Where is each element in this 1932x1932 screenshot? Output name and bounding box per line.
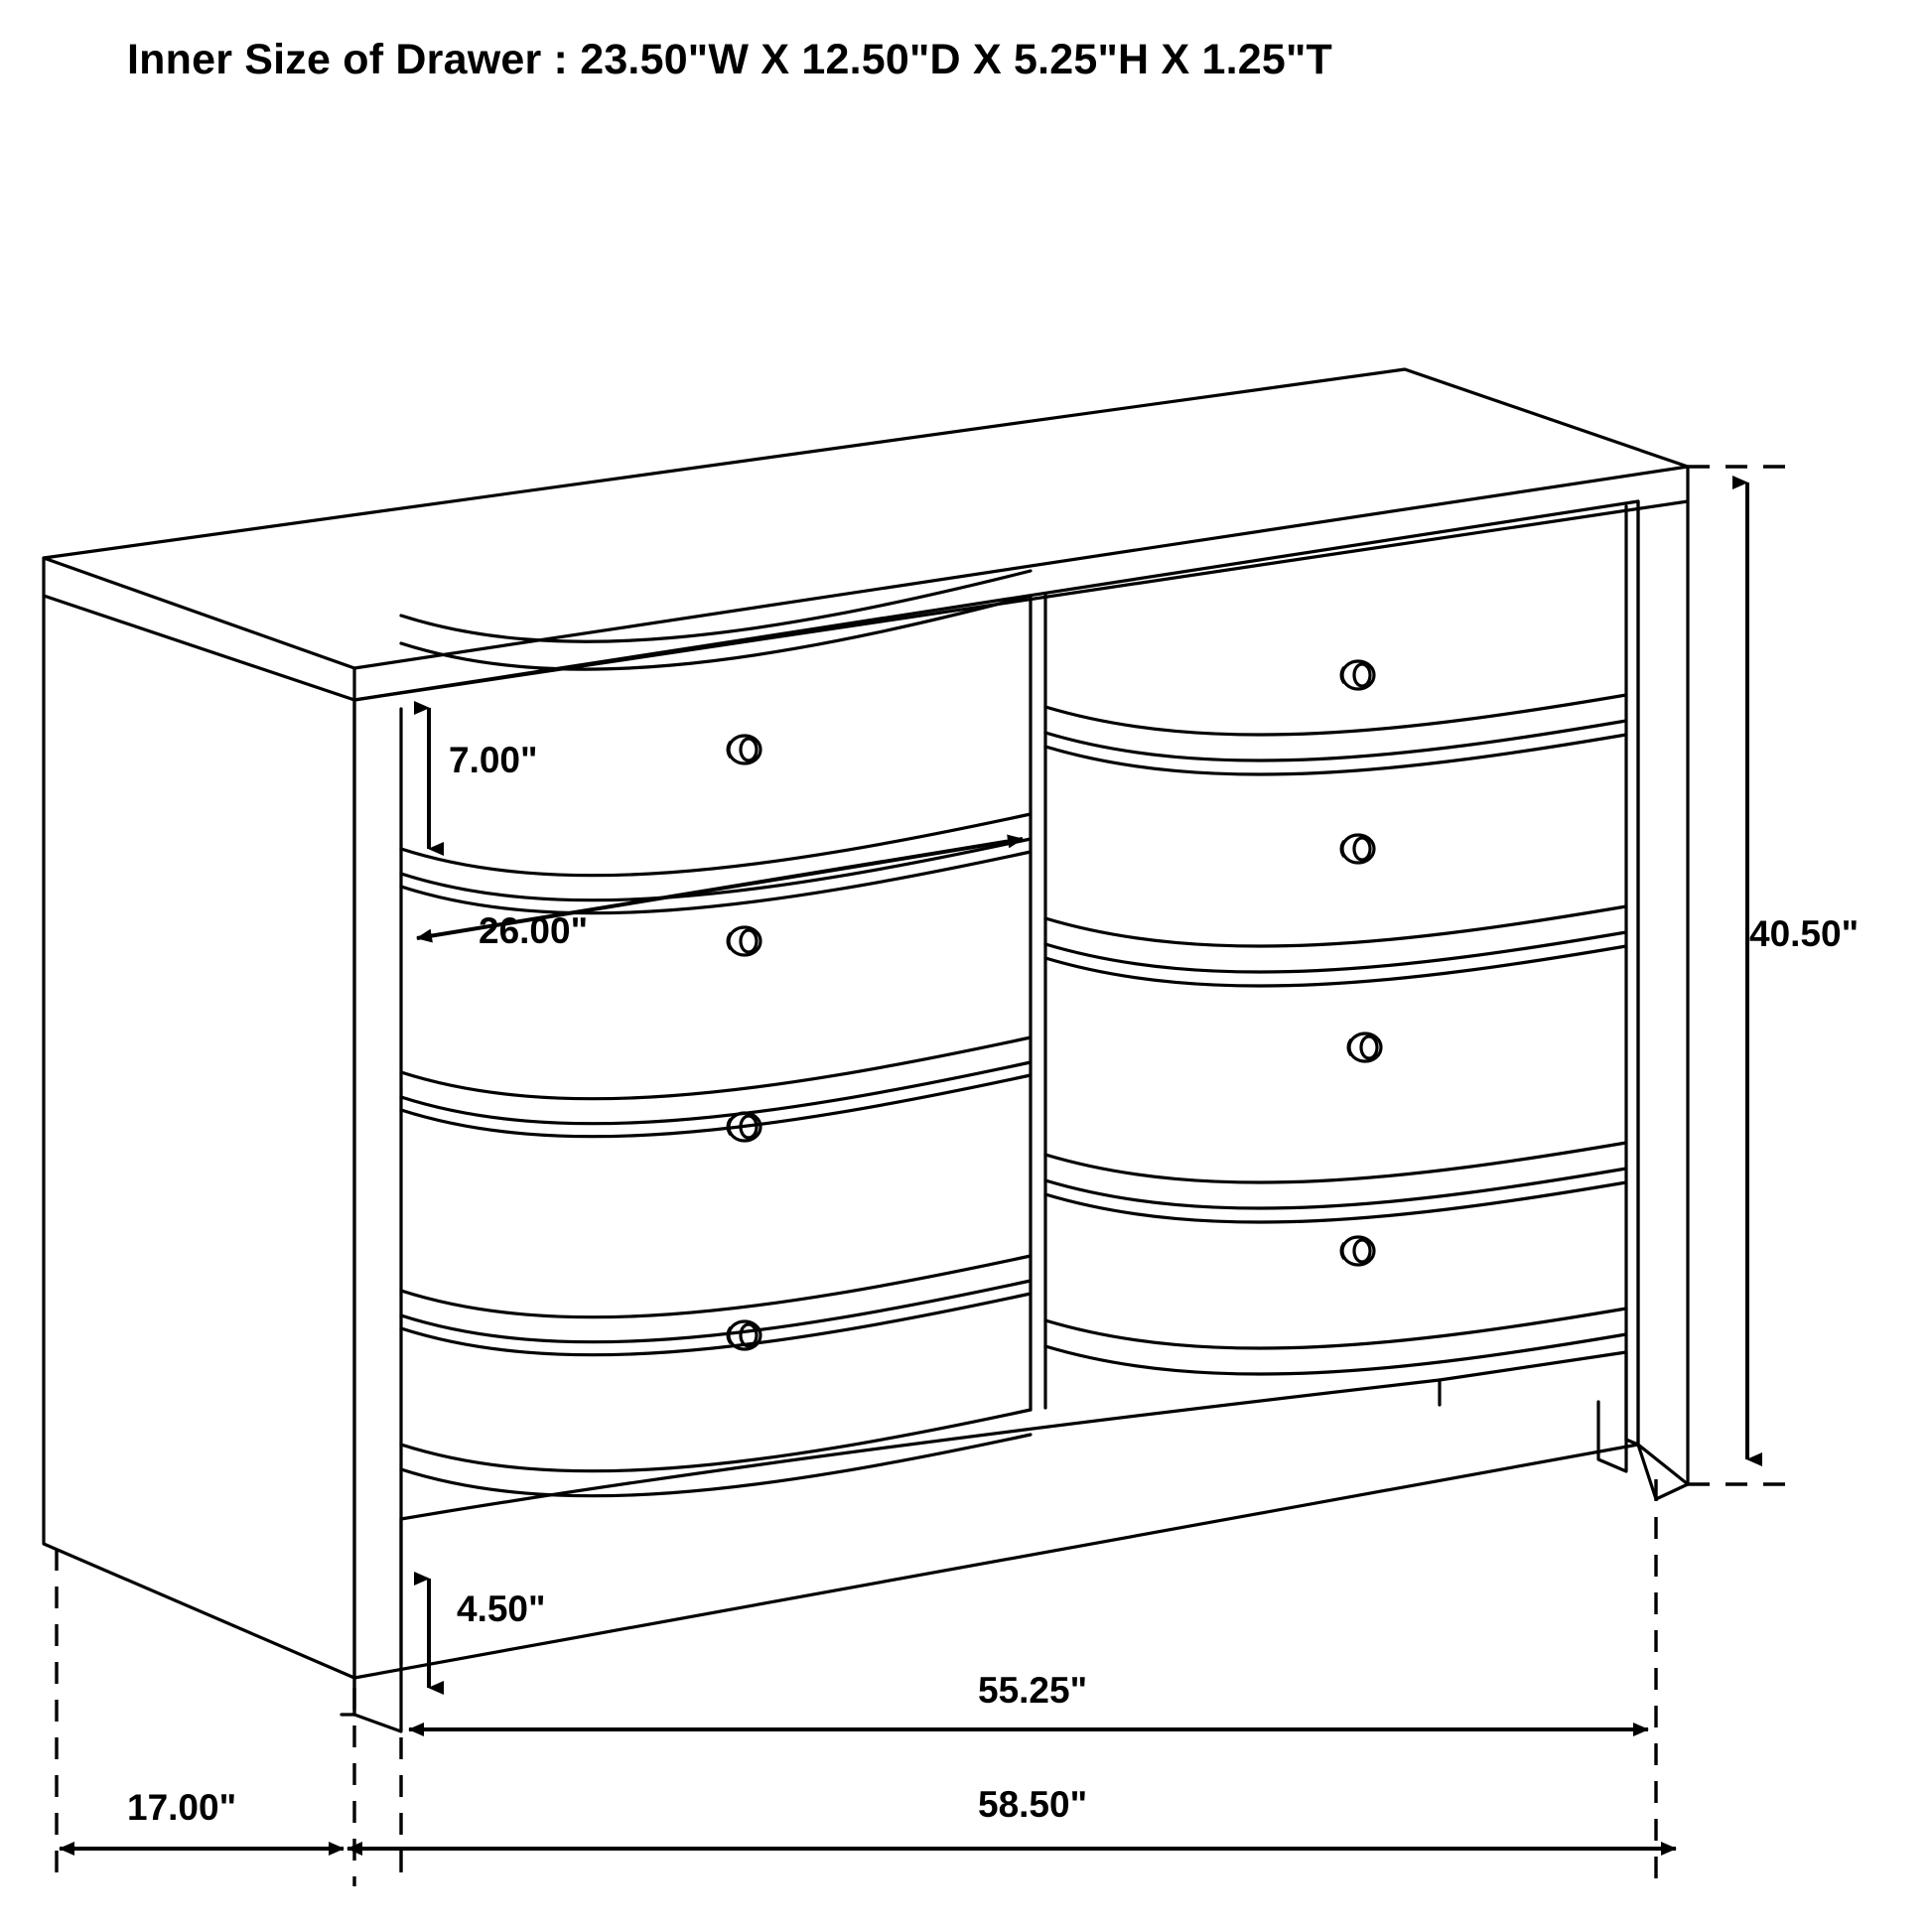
right-drawer-fronts xyxy=(1045,695,1626,1374)
dimension-label-leg-height: 4.50" xyxy=(457,1588,546,1629)
knob xyxy=(728,736,760,763)
left-side-panel xyxy=(44,596,354,1678)
knob xyxy=(1341,835,1374,863)
knob xyxy=(728,927,760,955)
dimension-label-drawer-width: 26.00" xyxy=(479,910,589,951)
knob xyxy=(1341,1237,1374,1265)
dresser-body xyxy=(44,369,1688,1731)
extension-lines xyxy=(57,467,1787,1886)
knob xyxy=(1341,661,1374,689)
dimension-label-case-width: 55.25" xyxy=(978,1670,1088,1711)
knob xyxy=(1348,1034,1381,1061)
drawer-knobs xyxy=(728,661,1381,1349)
dimension-label-total-height: 40.50" xyxy=(1749,913,1860,954)
dimension-label-depth: 17.00" xyxy=(127,1787,237,1828)
knob xyxy=(728,1321,760,1349)
page-title: Inner Size of Drawer : 23.50"W X 12.50"D X 5.25"H X 1.25"T xyxy=(127,36,1333,83)
front-face xyxy=(354,501,1638,1678)
dimension-label-overall-width: 58.50" xyxy=(978,1784,1088,1825)
right-side-panel xyxy=(1638,501,1688,1484)
dimension-label-drawer-height: 7.00" xyxy=(449,740,538,780)
